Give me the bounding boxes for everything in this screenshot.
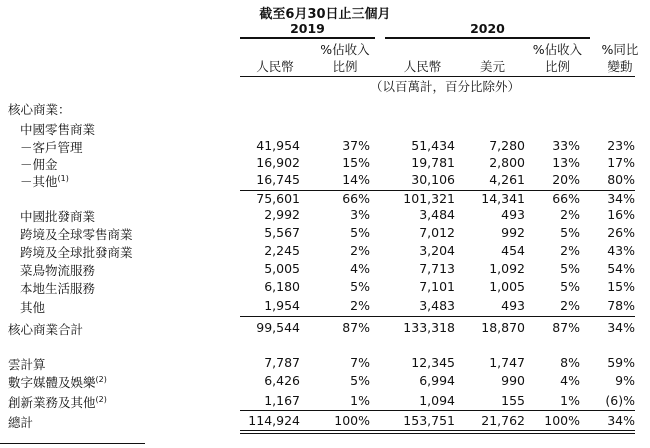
table-cell: 5%	[350, 279, 370, 294]
table-cell: 21,762	[481, 413, 525, 428]
table-cell: 15%	[607, 279, 635, 294]
subtotal-rule	[240, 190, 635, 191]
table-cell: 133,318	[403, 320, 455, 335]
row-label: 核心商業：	[8, 102, 71, 117]
table-cell: 37%	[342, 138, 370, 153]
table-cell: 16,745	[256, 172, 300, 187]
table-cell: 33%	[552, 138, 580, 153]
row-label: 本地生活服務	[20, 281, 96, 296]
table-cell: 4,261	[489, 172, 525, 187]
table-cell: 1,167	[264, 393, 300, 408]
table-cell: 3,484	[419, 207, 455, 222]
row-label: 總計	[8, 415, 34, 430]
table-cell: 26%	[607, 225, 635, 240]
col-header-yoy-line2: 變動	[607, 59, 633, 74]
table-cell: 30,106	[411, 172, 455, 187]
table-cell: 9%	[615, 373, 635, 388]
core-total-rule	[240, 316, 635, 317]
table-cell: 2,800	[489, 155, 525, 170]
table-cell: 7%	[350, 355, 370, 370]
table-cell: 3,483	[419, 298, 455, 313]
row-label: －客戶管理	[20, 140, 83, 155]
col-header-pct-2020-line2: 比例	[544, 59, 570, 74]
table-cell: 1,092	[489, 261, 525, 276]
row-label: 創新業務及其他$^{(2)}$	[8, 394, 107, 410]
row-label: 菜鳥物流服務	[20, 263, 96, 278]
col-header-pct-2020-line: %佔收入	[532, 42, 583, 57]
table-cell: 87%	[552, 320, 580, 335]
grand-total-rule-bottom-2	[240, 433, 635, 434]
table-cell: 2,992	[264, 207, 300, 222]
table-cell: 2%	[560, 298, 580, 313]
table-cell: 992	[501, 225, 525, 240]
table-cell: 59%	[607, 355, 635, 370]
table-cell: 5,567	[264, 225, 300, 240]
row-label: 雲計算	[8, 357, 46, 372]
table-cell: 1%	[350, 393, 370, 408]
footer-rule	[0, 443, 145, 444]
col-header-pct-2019-line2: 比例	[332, 59, 358, 74]
table-cell: 2%	[350, 298, 370, 313]
table-cell: 7,012	[419, 225, 455, 240]
table-cell: 4%	[350, 261, 370, 276]
row-label: 數字媒體及娛樂$^{(2)}$	[8, 374, 107, 390]
table-cell: 6,180	[264, 279, 300, 294]
table-cell: 7,280	[489, 138, 525, 153]
col-header-pct-2019-line: %佔收入	[320, 42, 370, 57]
col-header-yoy-line: %同比	[601, 42, 639, 57]
table-cell: 20%	[552, 172, 580, 187]
col-header-pct-2020	[520, 41, 595, 75]
table-cell: 4%	[560, 373, 580, 388]
table-cell: 1,747	[489, 355, 525, 370]
table-cell: 87%	[342, 320, 370, 335]
table-cell: 6,426	[264, 373, 300, 388]
table-cell: 114,924	[248, 413, 300, 428]
table-cell: 14%	[342, 172, 370, 187]
table-cell: 100%	[334, 413, 370, 428]
unit-note: （以百萬計，百分比除外）	[370, 79, 521, 94]
table-cell: 1,005	[489, 279, 525, 294]
table-cell: 15%	[342, 155, 370, 170]
table-cell: 454	[501, 243, 525, 258]
table-cell: 2%	[350, 243, 370, 258]
table-cell: 66%	[552, 191, 580, 206]
table-cell: 78%	[607, 298, 635, 313]
rule-2019	[240, 37, 375, 39]
footnote-marker: (1)	[57, 173, 69, 183]
table-cell: 155	[501, 393, 525, 408]
year-2020: 2020	[470, 21, 505, 36]
table-cell: 41,954	[256, 138, 300, 153]
table-cell: 14,341	[481, 191, 525, 206]
rule-2020	[385, 37, 590, 39]
table-cell: 75,601	[256, 191, 300, 206]
table-cell: 34%	[607, 320, 635, 335]
table-cell: 7,787	[264, 355, 300, 370]
table-cell: 43%	[607, 243, 635, 258]
row-label: 中國零售商業	[20, 122, 96, 137]
table-cell: 5%	[560, 225, 580, 240]
table-cell: 7,713	[419, 261, 455, 276]
table-cell: 153,751	[403, 413, 455, 428]
footnote-marker: (2)	[95, 394, 107, 404]
table-cell: 19,781	[411, 155, 455, 170]
table-cell: 100%	[544, 413, 580, 428]
table-cell: 6,994	[419, 373, 455, 388]
table-cell: 1%	[560, 393, 580, 408]
table-cell: 1,954	[264, 298, 300, 313]
table-cell: 2%	[560, 207, 580, 222]
col-header-pct-2019	[310, 41, 380, 75]
row-label: －佣金	[20, 157, 58, 172]
table-cell: 34%	[607, 191, 635, 206]
col-header-usd-2020: 美元	[479, 59, 505, 74]
table-cell: 1,094	[419, 393, 455, 408]
table-cell: 34%	[607, 413, 635, 428]
table-cell: 17%	[607, 155, 635, 170]
table-cell: 5,005	[264, 261, 300, 276]
table-cell: 7,101	[419, 279, 455, 294]
table-cell: 3,204	[419, 243, 455, 258]
table-cell: 13%	[552, 155, 580, 170]
table-cell: 51,434	[411, 138, 455, 153]
row-label: 中國批發商業	[20, 209, 96, 224]
table-cell: 5%	[560, 261, 580, 276]
table-cell: 493	[501, 298, 525, 313]
table-cell: 101,321	[403, 191, 455, 206]
table-cell: 18,870	[481, 320, 525, 335]
table-cell: 2%	[560, 243, 580, 258]
table-cell: 5%	[350, 373, 370, 388]
table-cell: 493	[501, 207, 525, 222]
table-cell: 5%	[560, 279, 580, 294]
row-label: 跨境及全球零售商業	[20, 227, 133, 242]
grand-total-rule-top	[240, 410, 635, 411]
row-label: －其他$^{(1)}$	[20, 173, 69, 189]
table-title: 截至6月30日止三個月	[259, 7, 391, 22]
row-label: 跨境及全球批發商業	[20, 245, 133, 260]
table-cell: 54%	[607, 261, 635, 276]
row-label: 其他	[20, 300, 46, 315]
row-label: 核心商業合計	[8, 322, 84, 337]
table-cell: 12,345	[411, 355, 455, 370]
col-header-rmb-2019: 人民幣	[256, 59, 294, 74]
year-2019: 2019	[290, 21, 325, 36]
table-cell: 99,544	[256, 320, 300, 335]
table-cell: 80%	[607, 172, 635, 187]
table-cell: (6)%	[605, 393, 635, 408]
table-cell: 2,245	[264, 243, 300, 258]
table-cell: 5%	[350, 225, 370, 240]
col-header-rmb-2020: 人民幣	[403, 59, 442, 74]
grand-total-rule-bottom	[240, 430, 635, 431]
footnote-marker: (2)	[95, 374, 107, 384]
table-cell: 990	[501, 373, 525, 388]
table-cell: 66%	[342, 191, 370, 206]
table-cell: 3%	[350, 207, 370, 222]
table-cell: 16,902	[256, 155, 300, 170]
table-cell: 23%	[607, 138, 635, 153]
table-cell: 8%	[560, 355, 580, 370]
col-header-yoy	[590, 41, 650, 75]
table-cell: 16%	[607, 207, 635, 222]
